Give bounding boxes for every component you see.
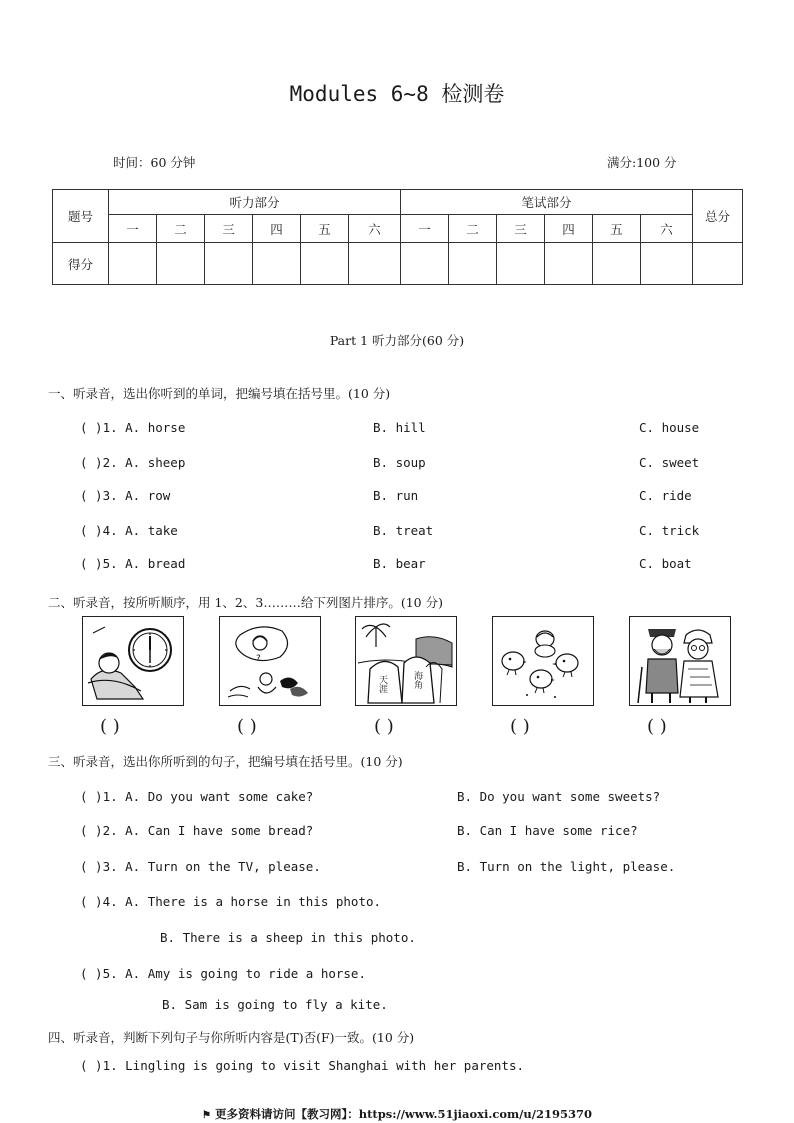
s3-q5-a: ( )5. A. Amy is going to ride a horse. [80,966,366,981]
s1-q4-a: ( )4. A. take [80,523,178,538]
s1-q4-c: C. trick [639,523,700,538]
s3-q3-b: B. Turn on the light, please. [457,859,676,874]
picture-3 [355,616,457,706]
exam-time: 时间：60 分钟 [113,155,196,170]
s2-answer-blank-1[interactable]: ( ) [100,716,120,737]
score-table-col: 四 [545,215,593,243]
s4-q1: ( )1. Lingling is going to visit Shanghai with her parents. [80,1058,525,1073]
picture-4 [492,616,594,706]
s2-answer-blank-4[interactable]: ( ) [510,716,530,737]
s1-q2-b: B. soup [373,455,426,470]
score-cell[interactable] [545,243,593,285]
boy-asleep-clock-icon [83,617,183,705]
score-cell[interactable] [157,243,205,285]
score-table-question-label: 题号 [53,190,109,243]
s3-q3-a: ( )3. A. Turn on the TV, please. [80,859,321,874]
s1-q2-a: ( )2. A. sheep [80,455,186,470]
section1-heading: 一、听录音，选出你听到的单词，把编号填在括号里。(10 分) [48,386,391,401]
score-cell[interactable] [301,243,349,285]
score-table-col: 四 [253,215,301,243]
score-table-listening-header: 听力部分 [109,190,401,215]
s3-q1-a: ( )1. A. Do you want some cake? [80,789,314,804]
picture-2 [219,616,321,706]
score-cell[interactable] [205,243,253,285]
svg-text:?: ? [256,654,261,664]
boy-lost-in-woods-icon [220,617,320,705]
chicks-icon [493,617,593,705]
score-table-col: 二 [157,215,205,243]
s1-q1-c: C. house [639,420,700,435]
exam-title: Modules 6~8 检测卷 [289,82,505,106]
score-table-col: 三 [497,215,545,243]
s3-q2-b: B. Can I have some rice? [457,823,638,838]
flag-icon: ⚑ [202,1110,211,1121]
footer-link[interactable]: 更多资料请访问【教习网】：https://www.51jiaoxi.com/u/2195370 [215,1107,592,1121]
score-table-col: 一 [109,215,157,243]
s1-q5-c: C. boat [639,556,692,571]
score-table-col: 六 [349,215,401,243]
s1-q5-a: ( )5. A. bread [80,556,186,571]
s1-q3-b: B. run [373,488,419,503]
s1-q3-c: C. ride [639,488,692,503]
section3-heading: 三、听录音，选出你所听到的句子，把编号填在括号里。(10 分) [48,754,403,769]
score-table-col: 六 [641,215,693,243]
picture-5 [629,616,731,706]
score-table-score-label: 得分 [53,243,109,285]
score-table-written-header: 笔试部分 [401,190,693,215]
score-cell[interactable] [401,243,449,285]
s1-q1-a: ( )1. A. horse [80,420,186,435]
score-cell[interactable] [641,243,693,285]
s1-q4-b: B. treat [373,523,434,538]
score-cell[interactable] [349,243,401,285]
score-table-col: 二 [449,215,497,243]
picture-1 [82,616,184,706]
rock-text-tianya: 天涯 [377,675,387,693]
score-cell[interactable] [109,243,157,285]
part1-heading: Part 1 听力部分(60 分) [329,333,465,348]
grandparents-icon [630,617,730,705]
tianya-haijiao-rock-icon [356,617,456,705]
score-table-col: 一 [401,215,449,243]
score-cell[interactable] [497,243,545,285]
score-table-col: 五 [593,215,641,243]
score-table-total-label: 总分 [693,190,743,243]
s3-q4-b: B. There is a sheep in this photo. [160,930,416,945]
s1-q5-b: B. bear [373,556,426,571]
rock-text-haijiao: 海角 [412,671,422,689]
section4-heading: 四、听录音，判断下列句子与你所听内容是(T)否(F)一致。(10 分) [48,1030,415,1045]
s1-q1-b: B. hill [373,420,426,435]
section2-heading: 二、听录音，按所听顺序，用 1、2、3………给下列图片排序。(10 分) [48,595,443,610]
s2-answer-blank-5[interactable]: ( ) [647,716,667,737]
score-cell[interactable] [253,243,301,285]
score-cell[interactable] [449,243,497,285]
s2-answer-blank-2[interactable]: ( ) [237,716,257,737]
score-table-col: 三 [205,215,253,243]
s1-q2-c: C. sweet [639,455,700,470]
s2-answer-blank-3[interactable]: ( ) [374,716,394,737]
s3-q4-a: ( )4. A. There is a horse in this photo. [80,894,382,909]
footer-banner[interactable] [0,1106,794,1122]
score-table-col: 五 [301,215,349,243]
exam-full-score: 满分:100 分 [607,155,677,170]
s3-q5-b: B. Sam is going to fly a kite. [162,997,388,1012]
score-cell-total[interactable] [693,243,743,285]
score-cell[interactable] [593,243,641,285]
s1-q3-a: ( )3. A. row [80,488,171,503]
s3-q2-a: ( )2. A. Can I have some bread? [80,823,314,838]
score-table [52,189,743,285]
s3-q1-b: B. Do you want some sweets? [457,789,661,804]
